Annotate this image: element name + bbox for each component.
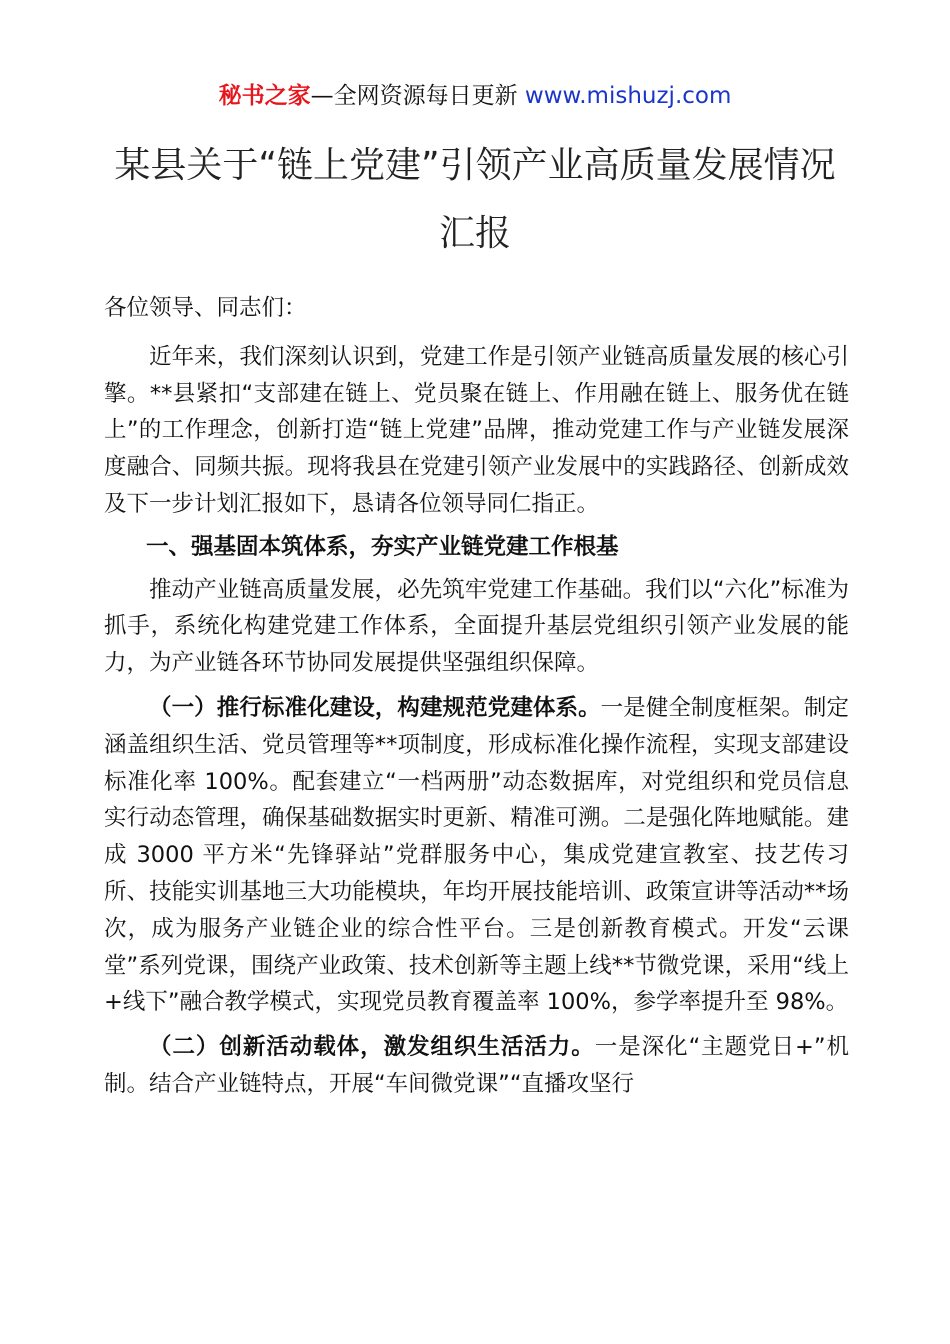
document-body <box>104 290 849 1103</box>
subsection-1-text: 一是健全制度框架。制定涵盖组织生活、党员管理等**项制度，形成标准化操作流程，实现支部建设标准化率 100%。配套建立“一档两册”动态数据库，对党组织和党员信息实行动态管理，确保基础数据实时更新、精准可溯。二是强化阵地赋能。建成 3000 平方米“先锋驿站”党群服务中心，集成党建宣教室、技艺传习所、技能实训基地三大功能模块，年均开展技能培训、政策宣讲等活动**场次，成为服务产业链企业的综合性平台。三是创新教育模式。开发“云课堂”系列党课，围绕产业政策、技术创新等主题上线**节微党课，采用“线上+线下”融合教学模式，实现党员教育覆盖率 100%，参学率提升至 98%。 <box>104 694 849 1016</box>
document-title: 某县关于“链上党建”引领产业高质量发展情况汇报 <box>114 145 836 254</box>
section-heading-1: 一、强基固本筑体系，夯实产业链党建工作根基 <box>146 533 619 560</box>
intro-paragraph: 近年来，我们深刻认识到，党建工作是引领产业链高质量发展的核心引擎。**县紧扣“支部建在链上、党员聚在链上、作用融在链上、服务优在链上”的工作理念，创新打造“链上党建”品牌，推动党建工作与产业链发展深度融合、同频共振。现将我县在党建引领产业发展中的实践路径、创新成效及下一步计划汇报如下，恳请各位领导同仁指正。 <box>104 343 849 517</box>
header-tagline: —全网资源每日更新 <box>310 83 518 109</box>
subsection-1-paragraph <box>104 690 849 1021</box>
subsection-2-paragraph <box>104 1029 849 1103</box>
subsection-heading-1: （一）推行标准化建设，构建规范党建体系。 <box>149 694 601 721</box>
page-header <box>0 80 950 112</box>
subsection-heading-2: （二）创新活动载体，激发组织生活活力。 <box>149 1034 595 1061</box>
brand-name: 秘书之家 <box>218 83 311 109</box>
section-intro-paragraph: 推动产业链高质量发展，必先筑牢党建工作基础。我们以“六化”标准为抓手，系统化构建党建工作体系，全面提升基层党组织引领产业发展的能力，为产业链各环节协同发展提供坚强组织保障。 <box>104 576 849 677</box>
subsection-2-text: 一是深化“主题党日+”机制。结合产业链特点，开展“车间微党课”“直播攻坚行 <box>104 1034 849 1097</box>
greeting: 各位领导、同志们： <box>104 295 307 321</box>
site-url-link[interactable]: www.mishuzj.com <box>524 83 732 109</box>
